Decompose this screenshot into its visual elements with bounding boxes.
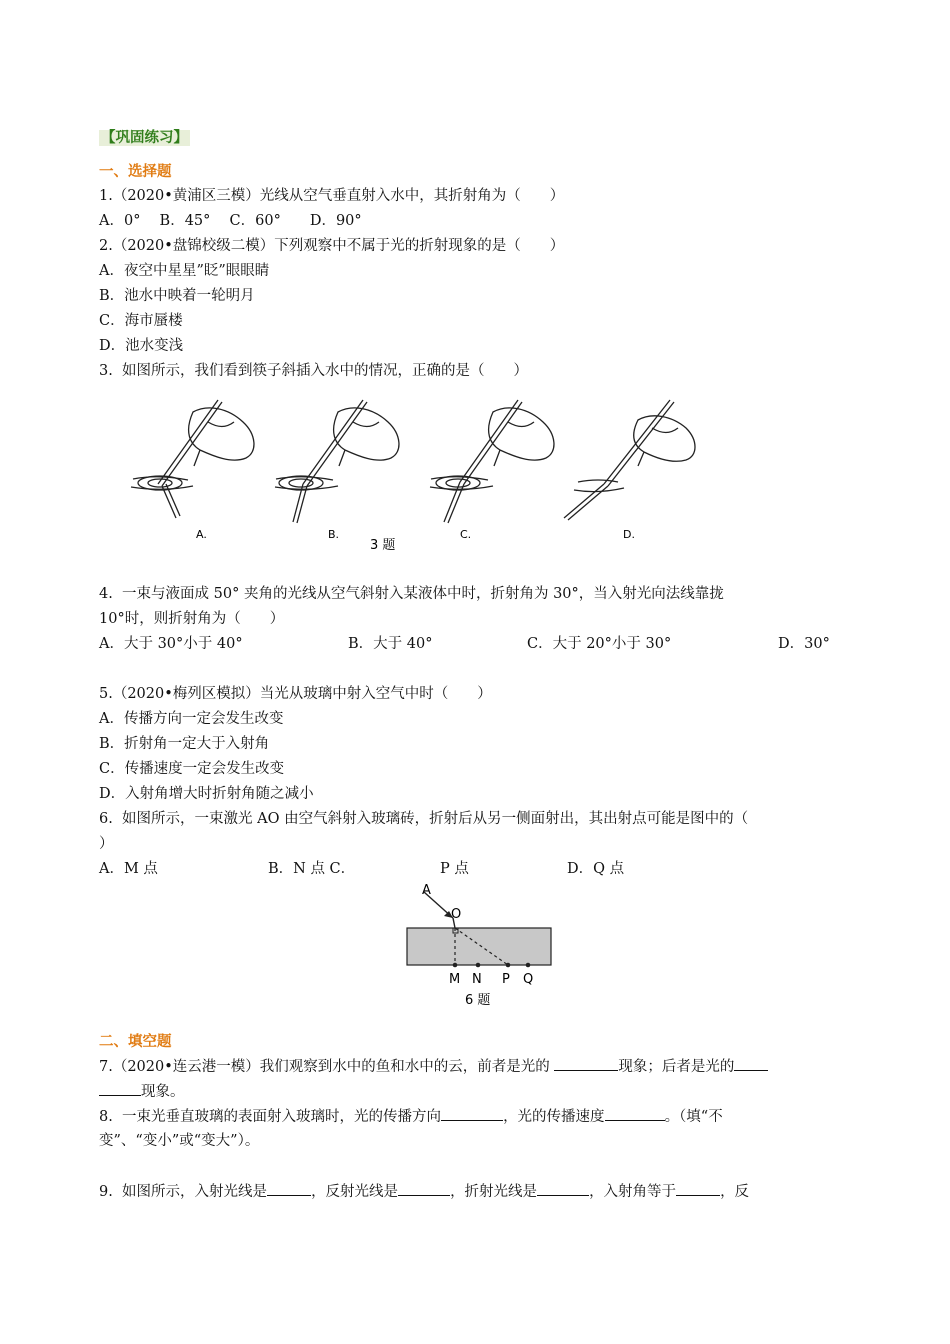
figure-a — [131, 400, 254, 518]
q7-line1: 7.（2020•连云港一模）我们观察到水中的鱼和水中的云，前者是光的 现象；后者是光的 — [99, 1056, 768, 1077]
q9-blank-1[interactable] — [267, 1181, 311, 1196]
q6-line2: ） — [99, 836, 114, 852]
q3-figure — [128, 392, 708, 557]
q7-line2: 现象。 — [99, 1081, 185, 1102]
q3-caption: 3 题 — [370, 538, 396, 553]
q7-blank-2b[interactable] — [99, 1081, 141, 1096]
q4-option-b: B．大于 40° — [348, 636, 433, 652]
q8-line1: 8. 一束光垂直玻璃的表面射入玻璃时，光的传播方向 ，光的传播速度 。（填“不 — [99, 1106, 723, 1127]
q7-blank-2a[interactable] — [734, 1056, 768, 1071]
q6-option-b: B．N 点 C． — [268, 861, 356, 877]
q1-stem: 1.（2020•黄浦区三模）光线从空气垂直射入水中，其折射角为（ ） — [99, 188, 565, 204]
q3-stem: 3. 如图所示，我们看到筷子斜插入水中的情况，正确的是（ ） — [99, 363, 529, 379]
q6-option-a: A．M 点 — [99, 861, 158, 877]
q2-option-c: C．海市蜃楼 — [99, 313, 183, 329]
label-m: M — [449, 972, 461, 987]
q2-option-d: D．池水变浅 — [99, 338, 184, 354]
q6-caption: 6 题 — [465, 993, 491, 1008]
q4-option-d: D．30° — [778, 636, 830, 652]
q9-blank-3[interactable] — [537, 1181, 589, 1196]
q3-label-a: A. — [196, 528, 207, 541]
label-p: P — [502, 972, 510, 987]
label-a: A — [422, 883, 431, 898]
q5-option-c: C．传播速度一定会发生改变 — [99, 761, 285, 777]
section-choice-heading: 一、选择题 — [99, 164, 172, 180]
q4-option-a: A．大于 30°小于 40° — [99, 636, 243, 652]
q4-line1: 4. 一束与液面成 50° 夹角的光线从空气斜射入某液体中时，折射角为 30°，当入射光向法线靠拢 — [99, 586, 724, 602]
q4-line2: 10°时，则折射角为（ ） — [99, 611, 285, 627]
label-q: Q — [523, 972, 534, 987]
q3-label-c: C. — [460, 528, 472, 541]
q6-figure — [400, 880, 560, 1010]
q9-blank-4[interactable] — [676, 1181, 720, 1196]
q6-line1: 6. 如图所示，一束激光 AO 由空气斜射入玻璃砖，折射后从另一侧面射出，其出射点可能是图中的（ — [99, 811, 749, 827]
q9-blank-2[interactable] — [398, 1181, 450, 1196]
q2-option-a: A．夜空中星星”眨”眼眼睛 — [99, 263, 270, 279]
q4-option-c: C．大于 20°小于 30° — [527, 636, 672, 652]
q6-option-d: D．Q 点 — [567, 861, 625, 877]
q5-option-a: A．传播方向一定会发生改变 — [99, 711, 284, 727]
q3-label-d: D. — [623, 528, 635, 541]
q5-stem: 5.（2020•梅列区模拟）当光从玻璃中射入空气中时（ ） — [99, 686, 492, 702]
glass-block — [407, 928, 551, 965]
q8-blank-1[interactable] — [441, 1106, 503, 1121]
q5-option-b: B．折射角一定大于入射角 — [99, 736, 270, 752]
q9-line1: 9. 如图所示，入射光线是 ，反射光线是 ，折射光线是 ，入射角等于 ，反 — [99, 1181, 749, 1202]
section-fill-heading: 二、填空题 — [99, 1034, 172, 1050]
q8-line2: 变”、“变小”或“变大”）。 — [99, 1133, 260, 1149]
label-o: O — [451, 907, 462, 922]
q5-option-d: D．入射角增大时折射角随之减小 — [99, 786, 314, 802]
label-n: N — [472, 972, 482, 987]
q6-option-c: P 点 — [440, 861, 469, 877]
figure-c — [430, 400, 554, 523]
figure-b — [275, 400, 399, 523]
q2-stem: 2.（2020•盘锦校级二模）下列观察中不属于光的折射现象的是（ ） — [99, 238, 565, 254]
q3-label-b: B. — [328, 528, 340, 541]
q7-blank-1[interactable] — [554, 1056, 618, 1071]
q8-blank-2[interactable] — [605, 1106, 665, 1121]
q2-option-b: B．池水中映着一轮明月 — [99, 288, 255, 304]
figure-d — [564, 400, 695, 520]
page-title: 【巩固练习】 — [101, 130, 188, 146]
q1-options: A．0° B．45° C．60° D．90° — [99, 213, 362, 229]
